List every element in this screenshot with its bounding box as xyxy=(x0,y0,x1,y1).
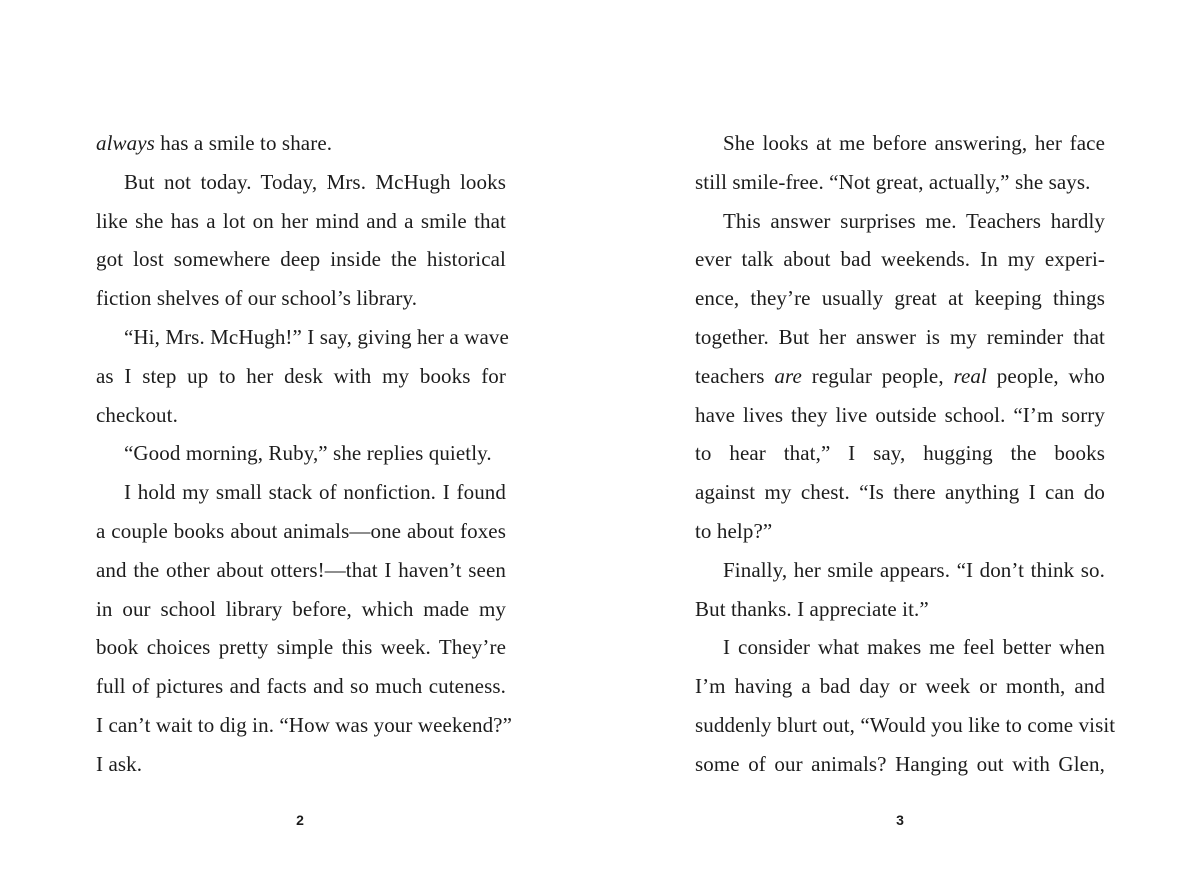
text-line xyxy=(96,745,506,784)
text-line xyxy=(695,512,1105,551)
left-page-text xyxy=(96,124,513,784)
text-line xyxy=(96,318,509,357)
text-line xyxy=(96,706,513,745)
text-line xyxy=(695,124,1105,163)
text-line xyxy=(96,163,506,202)
line-text: to hear that,” I say, hugging the books xyxy=(695,441,1105,466)
line-text: I hold my small stack of nonfiction. I found xyxy=(124,480,506,505)
text-line xyxy=(695,318,1105,357)
line-text: and the other about otters!—that I haven’t seen xyxy=(96,557,506,582)
line-text: got lost somewhere deep inside the historical xyxy=(96,247,506,272)
line-text: I ask. xyxy=(96,751,143,776)
text-line xyxy=(96,590,506,629)
line-text: But thanks. I appreciate it.” xyxy=(695,596,929,621)
text-line xyxy=(695,240,1105,279)
line-text: suddenly blurt out, “Would you like to come visit xyxy=(695,712,1116,737)
line-text: ence, they’re usually great at keeping things xyxy=(695,286,1105,311)
line-text: She looks at me before answering, her face xyxy=(723,131,1105,155)
line-text: Finally, her smile appears. “I don’t think so. xyxy=(723,557,1105,582)
line-text: to help?” xyxy=(695,518,773,543)
text-line xyxy=(695,202,1105,241)
text-line xyxy=(96,396,506,435)
line-text: book choices pretty simple this week. They’re xyxy=(96,635,506,660)
italic-word: are xyxy=(774,363,802,388)
text-line xyxy=(96,357,506,396)
line-text: “Good morning, Ruby,” she replies quietly. xyxy=(124,441,492,466)
line-text: But not today. Today, Mrs. McHugh looks xyxy=(124,169,506,194)
text-line xyxy=(96,279,506,318)
line-text: I’m having a bad day or week or month, and xyxy=(695,674,1105,699)
line-text: together. But her answer is my reminder that xyxy=(695,324,1105,349)
line-text: teachers xyxy=(695,363,775,388)
text-line xyxy=(695,551,1105,590)
text-line xyxy=(96,667,506,706)
line-text: people, who xyxy=(986,363,1106,388)
line-text: I can’t wait to dig in. “How was your weekend?” xyxy=(96,712,513,737)
text-line xyxy=(695,279,1105,318)
line-text: full of pictures and facts and so much cuteness. xyxy=(96,674,506,699)
text-line xyxy=(96,628,506,667)
line-text: in our school library before, which made my xyxy=(96,596,506,621)
line-text: like she has a lot on her mind and a smile that xyxy=(96,208,506,233)
line-text: fiction shelves of our school’s library. xyxy=(96,286,418,311)
text-line xyxy=(695,163,1105,202)
line-text: some of our animals? Hanging out with Glen, xyxy=(695,751,1105,776)
line-text: have lives they live outside school. “I’m sorry xyxy=(695,402,1105,427)
text-line xyxy=(695,628,1105,667)
text-line xyxy=(96,551,506,590)
line-text: “Hi, Mrs. McHugh!” I say, giving her a wave xyxy=(124,324,509,349)
line-text: still smile-free. “Not great, actually,” she says. xyxy=(695,169,1091,194)
text-line xyxy=(695,706,1116,745)
text-line xyxy=(695,396,1105,435)
line-text: regular people, xyxy=(801,363,954,388)
line-text: checkout. xyxy=(96,402,178,427)
text-line xyxy=(695,745,1105,784)
text-line xyxy=(96,202,506,241)
line-text: This answer surprises me. Teachers hardly xyxy=(723,208,1105,233)
line-text: against my chest. “Is there anything I can do xyxy=(695,480,1105,505)
text-line xyxy=(96,512,506,551)
line-text: has a smile to share. xyxy=(154,131,333,155)
italic-word: always xyxy=(96,131,155,155)
text-line xyxy=(695,473,1105,512)
line-text: I consider what makes me feel better when xyxy=(723,635,1105,660)
text-line xyxy=(695,434,1105,473)
line-text: a couple books about animals—one about foxes xyxy=(96,518,506,543)
text-line xyxy=(96,473,506,512)
page-number-right: 3 xyxy=(896,812,904,828)
text-line xyxy=(96,240,506,279)
line-text: ever talk about bad weekends. In my experi- xyxy=(695,247,1105,272)
text-line xyxy=(695,357,1105,396)
text-line xyxy=(695,667,1105,706)
text-line xyxy=(96,124,506,163)
line-text: as I step up to her desk with my books for xyxy=(96,363,506,388)
right-page-text xyxy=(695,124,1116,784)
italic-word: real xyxy=(953,363,987,388)
text-line xyxy=(695,590,1105,629)
text-line xyxy=(96,434,506,473)
page-number-left: 2 xyxy=(296,812,304,828)
